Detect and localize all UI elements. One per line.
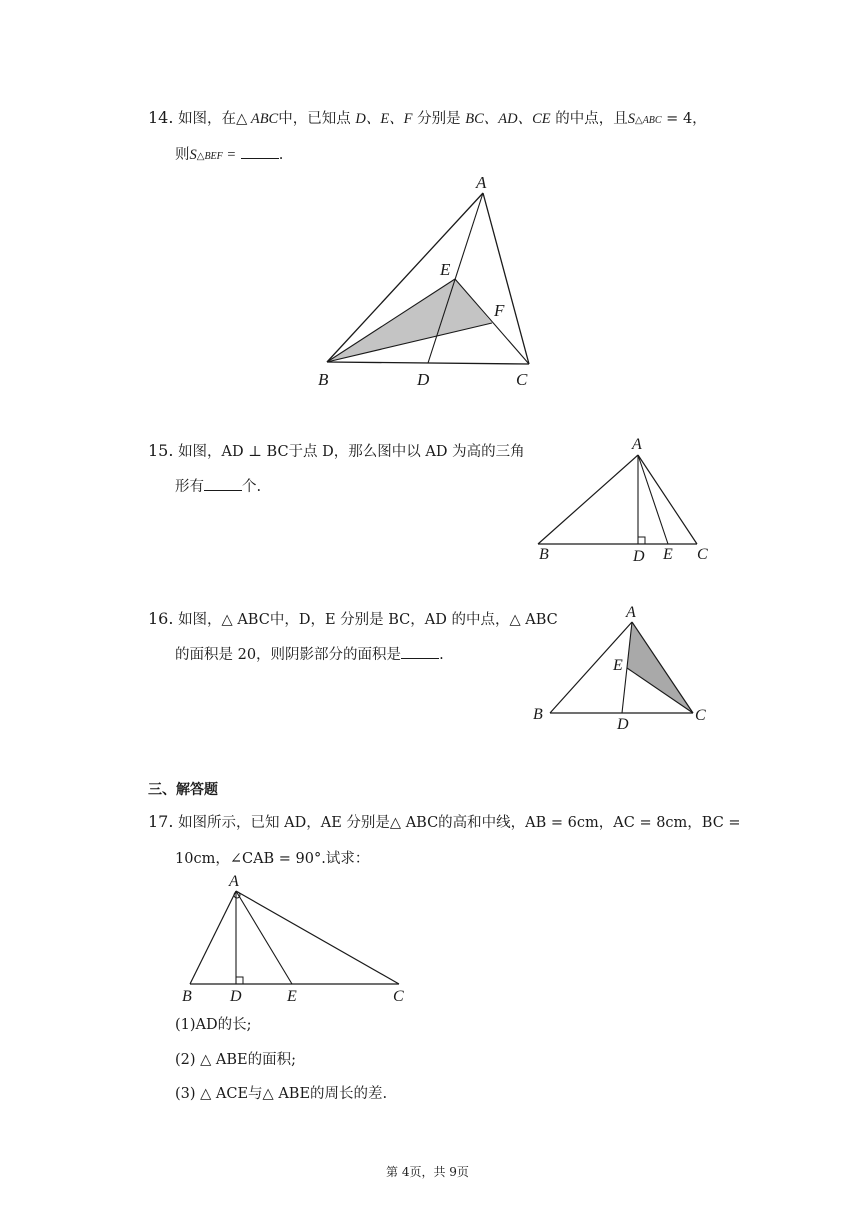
q17-number: 17. <box>148 812 174 831</box>
q17-right-angle-mark-d <box>236 977 243 984</box>
q14-period: . <box>278 147 284 163</box>
q16-text-2b: . <box>439 647 444 663</box>
q17-text-1: 如图所示，已知 AD，AE 分别是△ ABC的高和中线，AB = 6cm，AC = 8cm，BC = <box>178 815 741 831</box>
q17-segment-ae <box>236 891 292 984</box>
q15-text-2a: 形有 <box>175 479 204 495</box>
q16-text-1: 如图，△ ABC中，D，E 分别是 BC，AD 的中点，△ ABC <box>178 612 558 628</box>
q17-label-b: B <box>182 988 192 1005</box>
q16-label-b: B <box>533 706 543 723</box>
q16-label-c: C <box>695 707 706 724</box>
q17-label-d: D <box>230 988 242 1005</box>
q14-ask-equals: = <box>222 147 237 163</box>
q14-label-e: E <box>440 260 451 279</box>
q15-label-b: B <box>539 546 549 563</box>
q14-points: D、E、F <box>355 111 413 127</box>
q16-label-e: E <box>613 657 623 674</box>
q15-label-a: A <box>632 436 642 453</box>
q14-label-d: D <box>417 370 430 389</box>
q14-area-subscript: △ABC <box>635 115 662 126</box>
q14-label-f: F <box>494 301 505 320</box>
q14-number: 14. <box>148 108 174 127</box>
q17-part-1: (1)AD的长; <box>175 1017 252 1033</box>
q14-text-d: 的中点，且 <box>555 111 628 127</box>
q14-tri-abc: △ ABC <box>236 111 279 127</box>
q14-area-symbol: S <box>627 111 635 127</box>
section-heading: 三、解答题 <box>148 782 218 798</box>
q17-side-ab <box>190 891 236 984</box>
q17-label-e: E <box>287 988 297 1005</box>
q16-label-a: A <box>626 604 636 621</box>
q17-side-ac <box>236 891 399 984</box>
q14-text-b: 中，已知点 <box>278 111 351 127</box>
q14-text-e: 则 <box>175 147 190 163</box>
q14-text-a: 如图，在 <box>178 111 237 127</box>
q17-label-a: A <box>229 873 239 890</box>
q14-text-c: 分别是 <box>417 111 461 127</box>
q16-text-2a: 的面积是 20，则阴影部分的面积是 <box>175 647 402 663</box>
q17-part-2: (2) △ ABE的面积; <box>175 1052 297 1068</box>
q14-area-value: = 4， <box>661 111 707 127</box>
q14-label-b: B <box>318 370 329 389</box>
q15-number: 15. <box>148 441 174 460</box>
page-footer: 第 4页，共 9页 <box>386 1165 469 1179</box>
q16-label-d: D <box>617 716 629 733</box>
q15-label-e: E <box>663 546 673 563</box>
q15-text-2b: 个. <box>242 479 262 495</box>
q17-text-2: 10cm，∠CAB = 90°.试求： <box>175 851 370 867</box>
q14-ask-subscript: △BEF <box>196 151 223 162</box>
q14-segments: BC、AD、CE <box>465 111 551 127</box>
q17-label-c: C <box>393 988 404 1005</box>
q14-label-a: A <box>476 173 487 192</box>
q15-label-c: C <box>697 546 708 563</box>
q14-ask-symbol: S <box>189 147 197 163</box>
q15-label-d: D <box>633 548 645 565</box>
q14-label-c: C <box>516 370 528 389</box>
q16-number: 16. <box>148 609 174 628</box>
q17-part-3: (3) △ ACE与△ ABE的周长的差. <box>175 1086 388 1102</box>
q15-text-1: 如图，AD ⊥ BC于点 D，那么图中以 AD 为高的三角 <box>178 444 525 460</box>
